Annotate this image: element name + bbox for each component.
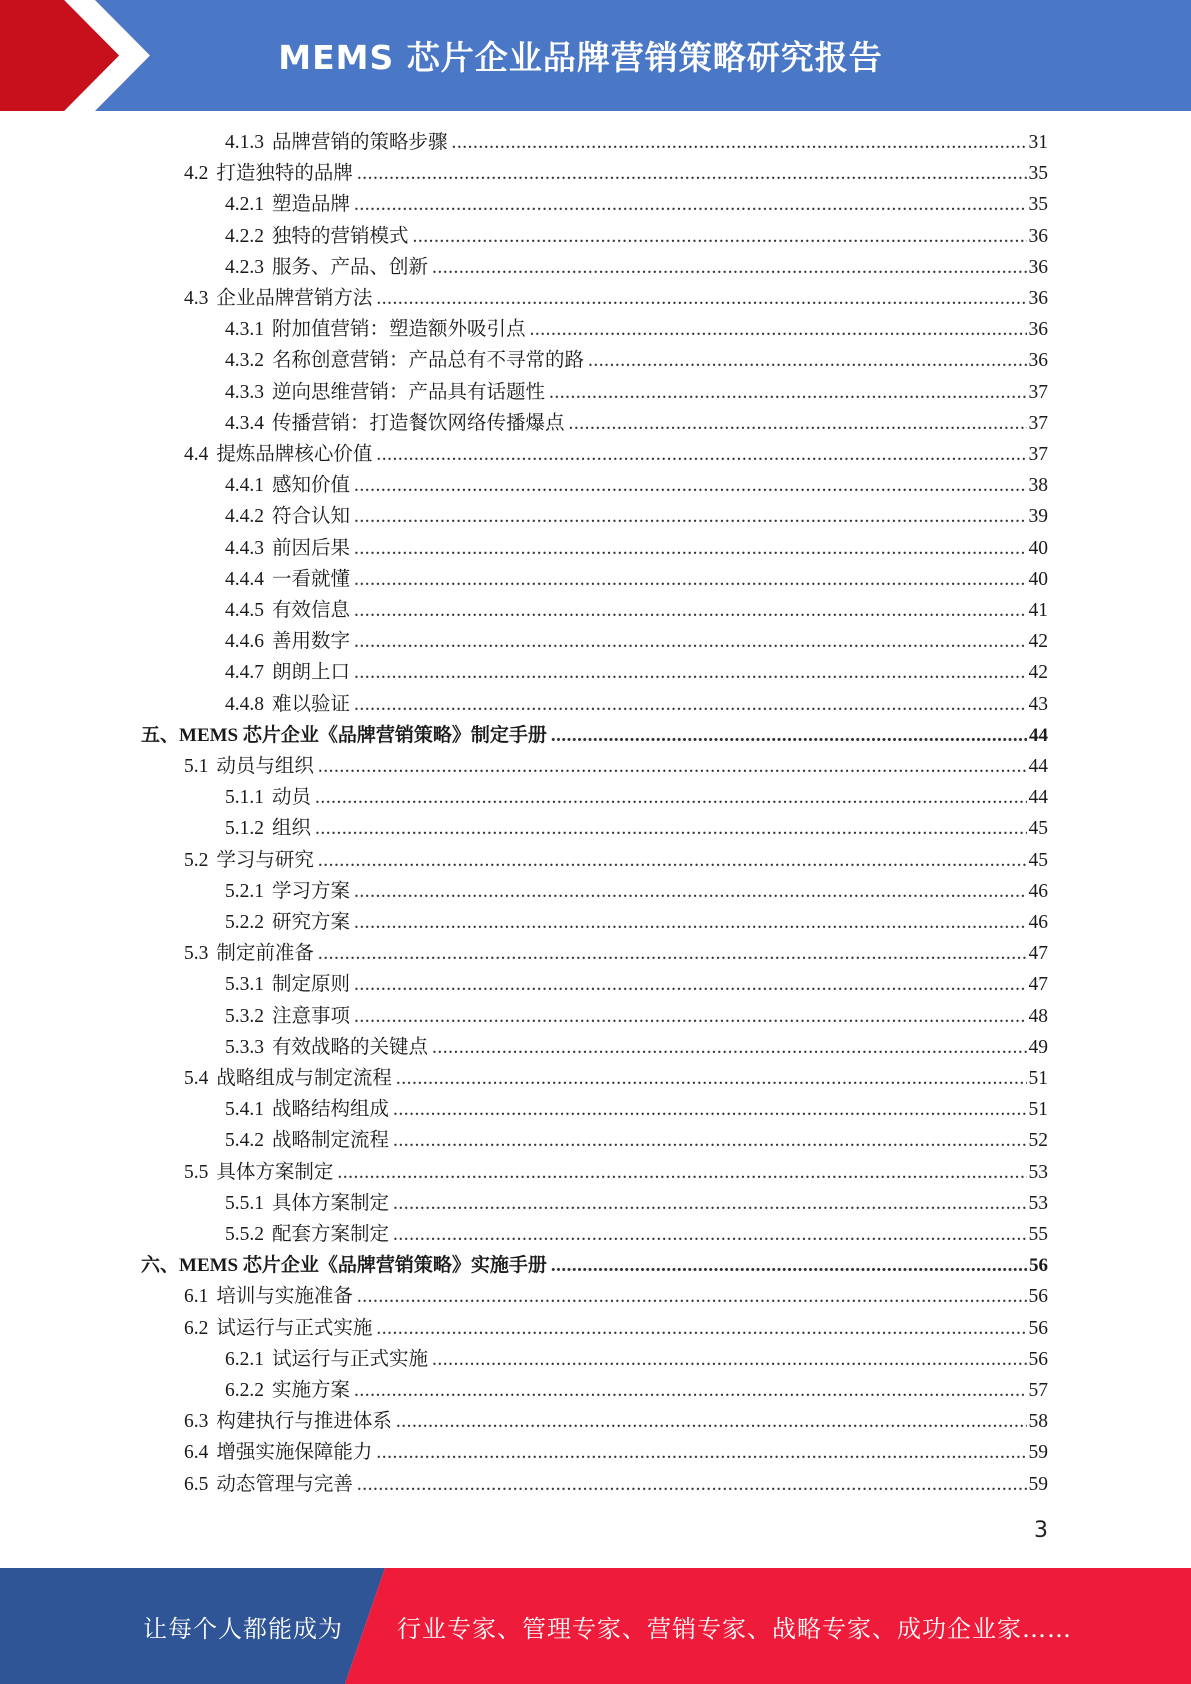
toc-entry[interactable] <box>141 720 1048 751</box>
toc-entry-page: 45 <box>1028 818 1048 840</box>
toc-entry[interactable] <box>225 345 1048 376</box>
toc-entry-number: 5.4 <box>184 1068 209 1089</box>
toc-entry[interactable] <box>225 501 1048 532</box>
toc-dot-leader <box>354 689 1026 720</box>
toc-entry-title: 企业品牌营销方法 <box>216 288 373 309</box>
toc-entry-number: 4.4.2 <box>225 506 264 528</box>
toc-dot-leader <box>549 377 1026 408</box>
toc-entry-title: 学习方案 <box>272 880 351 902</box>
toc-entry-page: 49 <box>1028 1036 1048 1058</box>
toc-entry-title: 战略制定流程 <box>272 1130 390 1152</box>
toc-dot-leader <box>393 1094 1026 1125</box>
toc-entry-title: 研究方案 <box>272 912 351 933</box>
toc-entry[interactable] <box>184 845 1048 876</box>
toc-entry-page: 56 <box>1028 1317 1048 1339</box>
toc-entry-page: 55 <box>1028 1224 1048 1245</box>
toc-entry[interactable] <box>184 1281 1048 1312</box>
toc-entry-number: 6.1 <box>184 1286 209 1308</box>
toc-entry[interactable] <box>141 1250 1048 1281</box>
toc-entry-page: 44 <box>1028 756 1048 777</box>
toc-entry-number: 4.4.6 <box>225 631 264 653</box>
toc-entry[interactable] <box>225 876 1048 907</box>
toc-dot-leader <box>354 595 1026 626</box>
toc-entry-title: 附加值营销：塑造额外吸引点 <box>272 319 526 341</box>
toc-entry-page: 38 <box>1028 475 1048 497</box>
toc-entry[interactable] <box>225 408 1048 439</box>
toc-dot-leader <box>551 1250 1027 1281</box>
toc-entry-number: 5.3.3 <box>225 1036 264 1058</box>
toc-entry-number: 5.5.2 <box>225 1224 264 1245</box>
toc-entry-page: 37 <box>1028 412 1048 434</box>
toc-entry-number: 5.1.2 <box>225 818 264 840</box>
toc-entry-number: 4.2 <box>184 163 209 185</box>
toc-entry-page: 42 <box>1028 631 1048 653</box>
toc-entry-title: 注意事项 <box>272 1005 351 1027</box>
toc-entry-page: 36 <box>1028 256 1048 278</box>
toc-dot-leader <box>354 1375 1026 1406</box>
toc-entry-number: 4.4 <box>184 444 209 465</box>
toc-entry[interactable] <box>225 1001 1048 1032</box>
toc-dot-leader <box>354 564 1026 595</box>
toc-entry-title: MEMS 芯片企业《品牌营销策略》实施手册 <box>179 1255 547 1277</box>
toc-entry-page: 57 <box>1028 1380 1048 1401</box>
toc-entry-number: 4.4.5 <box>225 600 264 621</box>
toc-entry[interactable] <box>225 1219 1048 1250</box>
toc-dot-leader <box>393 1219 1026 1250</box>
toc-entry[interactable] <box>225 377 1048 408</box>
toc-entry[interactable] <box>225 1188 1048 1219</box>
toc-entry[interactable] <box>225 252 1048 283</box>
toc-entry-page: 59 <box>1028 1442 1048 1464</box>
toc-entry-title: 服务、产品、创新 <box>272 256 429 278</box>
toc-entry-title: 打造独特的品牌 <box>216 163 353 185</box>
toc-entry-title: 试运行与正式实施 <box>216 1317 373 1339</box>
toc-entry-title: 感知价值 <box>272 475 351 497</box>
toc-entry-title: 构建执行与推进体系 <box>216 1411 392 1433</box>
toc-dot-leader <box>376 439 1026 470</box>
toc-entry-page: 48 <box>1028 1005 1048 1027</box>
toc-entry-page: 46 <box>1028 912 1048 933</box>
toc-entry-number: 4.2.2 <box>225 225 264 247</box>
toc-entry-title: 名称创意营销：产品总有不寻常的路 <box>272 350 585 372</box>
toc-entry-number: 4.4.3 <box>225 537 264 559</box>
toc-entry[interactable] <box>184 1063 1048 1094</box>
toc-dot-leader <box>432 1032 1026 1063</box>
toc-entry[interactable] <box>225 314 1048 345</box>
toc-entry-page: 36 <box>1028 319 1048 341</box>
toc-entry-title: 增强实施保障能力 <box>216 1442 373 1464</box>
toc-entry-number: 5.5.1 <box>225 1192 264 1214</box>
toc-dot-leader <box>396 1406 1027 1437</box>
toc-entry[interactable] <box>225 626 1048 657</box>
toc-entry-page: 45 <box>1028 849 1048 871</box>
toc-entry-page: 35 <box>1028 163 1048 185</box>
toc-entry[interactable] <box>225 221 1048 252</box>
toc-entry[interactable] <box>184 1313 1048 1344</box>
toc-dot-leader <box>354 470 1026 501</box>
toc-entry[interactable] <box>225 1032 1048 1063</box>
toc-entry-page: 36 <box>1028 288 1048 309</box>
toc-entry[interactable] <box>225 533 1048 564</box>
toc-entry-title: 制定前准备 <box>216 943 314 965</box>
toc-entry-number: 5.4.1 <box>225 1099 264 1121</box>
toc-entry-title: 逆向思维营销：产品具有话题性 <box>272 381 546 403</box>
toc-entry[interactable] <box>225 127 1048 158</box>
toc-entry-page: 46 <box>1028 880 1048 902</box>
toc-dot-leader <box>354 657 1026 688</box>
toc-entry-page: 31 <box>1028 132 1048 153</box>
toc-entry-page: 40 <box>1028 568 1048 590</box>
toc-entry-title: 独特的营销模式 <box>272 225 409 247</box>
toc-entry-page: 53 <box>1028 1192 1048 1214</box>
toc-dot-leader <box>357 1469 1027 1500</box>
toc-entry-title: 前因后果 <box>272 537 351 559</box>
toc-entry-number: 6.2.2 <box>225 1380 264 1401</box>
toc-entry-page: 35 <box>1028 194 1048 216</box>
toc-entry-number: 6.4 <box>184 1442 209 1464</box>
toc-entry-number: 5.3 <box>184 943 209 965</box>
toc-dot-leader <box>354 626 1026 657</box>
toc-dot-leader <box>396 1063 1027 1094</box>
toc-entry[interactable] <box>184 1157 1048 1188</box>
toc-entry-page: 44 <box>1029 724 1048 746</box>
toc-entry[interactable] <box>184 751 1048 782</box>
toc-entry-title: 提炼品牌核心价值 <box>216 444 373 465</box>
toc-entry-number: 4.2.3 <box>225 256 264 278</box>
toc-entry-page: 37 <box>1028 381 1048 403</box>
toc-dot-leader <box>452 127 1027 158</box>
toc-entry[interactable] <box>225 689 1048 720</box>
toc-entry-page: 56 <box>1029 1255 1048 1277</box>
toc-entry-page: 53 <box>1028 1161 1048 1183</box>
toc-entry-number: 4.3.4 <box>225 412 264 434</box>
toc-dot-leader <box>569 408 1027 439</box>
toc-dot-leader <box>354 1001 1026 1032</box>
toc-entry-title: 难以验证 <box>272 693 351 715</box>
toc-entry-title: 塑造品牌 <box>272 194 351 216</box>
toc-dot-leader <box>354 969 1026 1000</box>
toc-dot-leader <box>376 1437 1026 1468</box>
toc-entry-page: 42 <box>1028 662 1048 684</box>
toc-dot-leader <box>376 1313 1026 1344</box>
toc-entry-title: 符合认知 <box>272 506 351 528</box>
toc-entry-number: 5.4.2 <box>225 1130 264 1152</box>
toc-entry-title: 动员与组织 <box>216 756 314 777</box>
toc-entry[interactable] <box>225 1375 1048 1406</box>
toc-dot-leader <box>432 252 1026 283</box>
toc-entry-title: 一看就懂 <box>272 568 351 590</box>
toc-entry[interactable] <box>225 470 1048 501</box>
toc-entry[interactable] <box>225 969 1048 1000</box>
toc-entry-title: 传播营销：打造餐饮网络传播爆点 <box>272 412 565 434</box>
toc-entry-number: 5.2.1 <box>225 880 264 902</box>
toc-entry[interactable] <box>184 439 1048 470</box>
toc-dot-leader <box>318 845 1027 876</box>
toc-dot-leader <box>551 720 1027 751</box>
toc-dot-leader <box>588 345 1026 376</box>
toc-entry-number: 6.2 <box>184 1317 209 1339</box>
toc-entry[interactable] <box>225 782 1048 813</box>
toc-entry-page: 56 <box>1028 1348 1048 1370</box>
toc-entry-number: 五、 <box>141 724 180 746</box>
toc-entry[interactable] <box>225 189 1048 220</box>
toc-entry-page: 59 <box>1028 1473 1048 1495</box>
toc-entry-number: 4.4.8 <box>225 693 264 715</box>
toc-dot-leader <box>393 1188 1026 1219</box>
toc-entry[interactable] <box>184 1469 1048 1500</box>
toc-entry-title: 组织 <box>272 818 312 840</box>
toc-dot-leader <box>354 501 1026 532</box>
toc-dot-leader <box>354 533 1026 564</box>
toc-entry-page: 43 <box>1028 693 1048 715</box>
toc-dot-leader <box>354 189 1026 220</box>
toc-dot-leader <box>357 1281 1027 1312</box>
toc-entry[interactable] <box>184 158 1048 189</box>
header-arrow-decoration <box>0 0 150 111</box>
toc-entry-page: 36 <box>1028 225 1048 247</box>
toc-entry-title: 善用数字 <box>272 631 351 653</box>
report-title: MEMS 芯片企业品牌营销策略研究报告 <box>278 38 883 77</box>
toc-entry[interactable] <box>184 1406 1048 1437</box>
toc-dot-leader <box>354 907 1026 938</box>
toc-entry[interactable] <box>184 283 1048 314</box>
toc-entry-number: 六、 <box>141 1255 180 1277</box>
toc-entry-title: 实施方案 <box>272 1380 351 1401</box>
toc-entry-number: 6.2.1 <box>225 1348 264 1370</box>
toc-dot-leader <box>393 1125 1026 1156</box>
toc-entry-title: 品牌营销的策略步骤 <box>272 132 448 153</box>
toc-entry-number: 5.5 <box>184 1161 209 1183</box>
toc-entry-title: 战略结构组成 <box>272 1099 390 1121</box>
toc-dot-leader <box>530 314 1027 345</box>
toc-entry-title: 培训与实施准备 <box>216 1286 353 1308</box>
toc-entry-title: 制定原则 <box>272 974 351 996</box>
toc-entry-title: 有效战略的关键点 <box>272 1036 429 1058</box>
toc-dot-leader <box>354 876 1026 907</box>
toc-entry-number: 4.4.7 <box>225 662 264 684</box>
toc-entry-number: 4.4.4 <box>225 568 264 590</box>
toc-entry-title: 动员 <box>272 787 312 809</box>
footer-slogan-right: 行业专家、管理专家、营销专家、战略专家、成功企业家…… <box>397 1614 1072 1643</box>
toc-entry[interactable] <box>184 938 1048 969</box>
toc-entry-number: 4.3.2 <box>225 350 264 372</box>
toc-entry[interactable] <box>225 657 1048 688</box>
toc-entry-number: 5.3.1 <box>225 974 264 996</box>
toc-entry-page: 40 <box>1028 537 1048 559</box>
toc-dot-leader <box>315 813 1026 844</box>
toc-entry-number: 6.3 <box>184 1411 209 1433</box>
toc-entry-number: 5.1 <box>184 756 209 777</box>
toc-entry-title: 动态管理与完善 <box>216 1473 353 1495</box>
toc-entry-number: 4.3.1 <box>225 319 264 341</box>
toc-entry-page: 58 <box>1028 1411 1048 1433</box>
toc-entry[interactable] <box>225 1094 1048 1125</box>
toc-entry-title: 试运行与正式实施 <box>272 1348 429 1370</box>
page-footer <box>0 1568 1191 1684</box>
toc-entry-page: 51 <box>1028 1068 1048 1089</box>
toc-entry[interactable] <box>225 1125 1048 1156</box>
toc-entry-number: 5.1.1 <box>225 787 264 809</box>
toc-dot-leader <box>413 221 1027 252</box>
toc-entry-title: 具体方案制定 <box>272 1192 390 1214</box>
toc-entry-page: 47 <box>1028 974 1048 996</box>
toc-dot-leader <box>432 1344 1026 1375</box>
toc-entry[interactable] <box>225 813 1048 844</box>
toc-entry-page: 52 <box>1028 1130 1048 1152</box>
toc-entry-number: 4.3.3 <box>225 381 264 403</box>
toc-entry[interactable] <box>225 1344 1048 1375</box>
toc-entry-number: 4.4.1 <box>225 475 264 497</box>
toc-dot-leader <box>315 782 1026 813</box>
toc-entry-number: 4.2.1 <box>225 194 264 216</box>
toc-entry-page: 47 <box>1028 943 1048 965</box>
toc-entry-number: 5.3.2 <box>225 1005 264 1027</box>
toc-entry-title: MEMS 芯片企业《品牌营销策略》制定手册 <box>179 724 547 746</box>
toc-entry[interactable] <box>184 1437 1048 1468</box>
toc-entry-title: 战略组成与制定流程 <box>216 1068 392 1089</box>
toc-entry-title: 有效信息 <box>272 600 351 621</box>
toc-entry-page: 37 <box>1028 444 1048 465</box>
toc-entry[interactable] <box>225 564 1048 595</box>
toc-entry[interactable] <box>225 595 1048 626</box>
toc-entry-number: 5.2 <box>184 849 209 871</box>
toc-dot-leader <box>318 751 1027 782</box>
page-number: 3 <box>1034 1518 1048 1543</box>
toc-entry-page: 51 <box>1028 1099 1048 1121</box>
toc-entry-page: 41 <box>1028 600 1048 621</box>
toc-entry-number: 6.5 <box>184 1473 209 1495</box>
toc-dot-leader <box>318 938 1027 969</box>
toc-entry-number: 5.2.2 <box>225 912 264 933</box>
toc-entry-page: 36 <box>1028 350 1048 372</box>
toc-entry-number: 4.3 <box>184 288 209 309</box>
toc-entry-page: 56 <box>1028 1286 1048 1308</box>
toc-entry-title: 朗朗上口 <box>272 662 351 684</box>
toc-entry-number: 4.1.3 <box>225 132 264 153</box>
toc-dot-leader <box>337 1157 1026 1188</box>
toc-dot-leader <box>376 283 1026 314</box>
toc-dot-leader <box>357 158 1027 189</box>
footer-slogan-left: 让每个人都能成为 <box>143 1614 343 1643</box>
toc-entry-page: 39 <box>1028 506 1048 528</box>
toc-entry-title: 配套方案制定 <box>272 1224 390 1245</box>
toc-entry-page: 44 <box>1028 787 1048 809</box>
toc-entry-title: 学习与研究 <box>216 849 314 871</box>
page-header <box>0 0 1191 111</box>
toc-entry-title: 具体方案制定 <box>216 1161 334 1183</box>
toc-entry[interactable] <box>225 907 1048 938</box>
